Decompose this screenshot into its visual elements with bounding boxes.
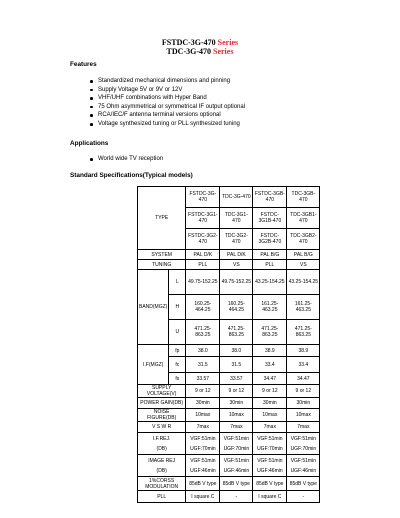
if-rejection-cell (220, 433, 253, 455)
if-sub-label: fc (169, 357, 186, 373)
band-cell: 471.25-863.25 (220, 320, 253, 345)
image-rejection-cell (186, 455, 220, 477)
system-cell: PAL D/K (186, 250, 220, 260)
image-rejection-vgf: VGF:51min (257, 457, 283, 464)
tuning-cell: PLL (253, 260, 287, 270)
features-list (90, 77, 245, 129)
list-item: Standardized mechanical dimensions and pinning (90, 77, 245, 86)
cross-modulation-label: 1%CORSS MODULATION (138, 477, 186, 491)
noise-figure-cell: 10max (186, 409, 220, 422)
image-rejection-vgf: VGF:51min (190, 457, 216, 464)
if-rejection-vgf: VGF:51min (257, 435, 283, 442)
tuning-cell: PLL (186, 260, 220, 270)
if-sub-label: fs (169, 373, 186, 385)
pll-cell: I square C (253, 491, 287, 503)
system-cell: PAL D/K (220, 250, 253, 260)
if-cell: 33.57 (186, 373, 220, 385)
if-rejection-cell (253, 433, 287, 455)
image-rejection-ugf: UGF:46min (257, 467, 283, 474)
if-rejection-label (138, 433, 186, 455)
image-rejection-label-line-2: (DB) (156, 467, 167, 474)
power-gain-label: POWER GAIN(DB) (138, 398, 186, 409)
tuning-row (138, 260, 320, 270)
specifications-table (137, 186, 320, 503)
power-gain-cell: 30min (186, 398, 220, 409)
if-cell: 34.47 (287, 373, 320, 385)
if-cell: 38.9 (287, 345, 320, 357)
if-rejection-label-line-2: (DB) (156, 445, 167, 452)
image-rejection-cell (287, 455, 320, 477)
pll-cell: - (287, 491, 320, 503)
type-row (138, 187, 320, 208)
band-sub-label: L (169, 270, 186, 295)
if-cell: 38.0 (186, 345, 220, 357)
band-cell: 471.25-863.25 (253, 320, 287, 345)
model-cell: FSTDC-3G-470 (186, 187, 220, 208)
pll-label: PLL (138, 491, 186, 503)
supply-row (138, 385, 320, 398)
cross-modulation-cell: 85dB V type (220, 477, 253, 491)
if-row (138, 345, 320, 357)
image-rejection-ugf: UGF:46min (290, 467, 317, 474)
list-item: Voltage synthesized tuning or PLL synthesized tuning (90, 120, 245, 129)
system-label: SYSTEM (138, 250, 186, 260)
if-sub-label: fp (169, 345, 186, 357)
vswr-cell: 7max (220, 422, 253, 433)
if-cell: 31.5 (220, 357, 253, 373)
model-cell: FSTDC-3G1-470 (186, 208, 220, 229)
system-cell: PAL B/G (253, 250, 287, 260)
image-rejection-row (138, 455, 320, 477)
vswr-cell: 7max (253, 422, 287, 433)
title-series-1: Series (217, 38, 239, 47)
band-cell: 161.25-463.25 (253, 295, 287, 320)
supply-cell: 9 or 12 (220, 385, 253, 398)
image-rejection-cell (220, 455, 253, 477)
title-series-2: Series (213, 47, 234, 56)
if-rejection-ugf: UGF:70min (223, 445, 250, 452)
list-item: Supply Voltage 5V or 9V or 12V (90, 86, 245, 95)
if-rejection-vgf: VGF:51min (190, 435, 216, 442)
noise-figure-cell: 10max (287, 409, 320, 422)
tuning-label: TUNING (138, 260, 186, 270)
power-gain-row (138, 398, 320, 409)
features-heading: Features (70, 61, 97, 68)
vswr-row (138, 422, 320, 433)
noise-figure-cell: 10max (220, 409, 253, 422)
applications-heading: Applications (70, 140, 109, 147)
band-sub-label: H (169, 295, 186, 320)
if-cell: 33.4 (287, 357, 320, 373)
model-cell: TDC-3GB-470 (287, 187, 320, 208)
if-cell: 31.5 (186, 357, 220, 373)
if-cell: 34.47 (253, 373, 287, 385)
title-model-2: TDC-3G-470 (166, 47, 211, 56)
if-rejection-ugf: UGF:70min (190, 445, 216, 452)
list-item: World wide TV reception (90, 155, 163, 164)
supply-cell: 9 or 12 (253, 385, 287, 398)
model-cell: TDC-3GB2-470 (287, 229, 320, 250)
system-cell: PAL B/G (287, 250, 320, 260)
band-cell: 471.25-863.25 (186, 320, 220, 345)
title-model-1: FSTDC-3G-470 (161, 38, 216, 47)
if-rejection-vgf: VGF:51min (223, 435, 249, 442)
if-cell: 38.9 (253, 345, 287, 357)
band-cell: 43.25-154.25 (287, 270, 320, 295)
list-item: VHF/UHF combinations with Hyper Band (90, 94, 245, 103)
band-cell: 49.75-152.25 (220, 270, 253, 295)
pll-cell: - (220, 491, 253, 503)
noise-figure-label: NOISE FIGURE(DB) (138, 409, 186, 422)
power-gain-cell: 30min (253, 398, 287, 409)
image-rejection-ugf: UGF:46min (190, 467, 216, 474)
model-cell: TDC-3GB1-470 (287, 208, 320, 229)
model-cell: TDC-3G-470 (220, 187, 253, 208)
power-gain-cell: 30min (287, 398, 320, 409)
specifications-heading: Standard Specifications(Typical models) (70, 172, 193, 179)
if-cell: 33.57 (220, 373, 253, 385)
band-cell: 43.25-154.25 (253, 270, 287, 295)
system-row (138, 250, 320, 260)
power-gain-cell: 30min (220, 398, 253, 409)
if-rejection-cell (287, 433, 320, 455)
model-cell: FSTDC-3G2-470 (186, 229, 220, 250)
cross-modulation-cell: 85dB V type (287, 477, 320, 491)
image-rejection-cell (253, 455, 287, 477)
vswr-label: V S W R (138, 422, 186, 433)
if-label: I.F(MGZ) (138, 345, 169, 385)
if-rejection-cell (186, 433, 220, 455)
image-rejection-vgf: VGF:51min (223, 457, 249, 464)
tuning-cell: VS (220, 260, 253, 270)
band-sub-label: U (169, 320, 186, 345)
band-label: BAND(MGZ) (138, 270, 169, 345)
applications-list (90, 155, 163, 164)
if-rejection-label-line-1: I.F.REJ. (152, 435, 171, 442)
noise-figure-row (138, 409, 320, 422)
supply-cell: 9 or 12 (186, 385, 220, 398)
model-cell: FSTDC-3G2B-470 (253, 229, 287, 250)
cross-modulation-cell: 85dB V type (253, 477, 287, 491)
list-item: 75 Ohm asymmetrical or symmetrical IF output optional (90, 103, 245, 112)
cross-modulation-cell: 85dB V type (186, 477, 220, 491)
band-row (138, 270, 320, 295)
pll-row (138, 491, 320, 503)
model-cell: TDC-3G2-470 (220, 229, 253, 250)
image-rejection-ugf: UGF:46min (223, 467, 250, 474)
band-cell: 49.75-152.25 (186, 270, 220, 295)
vswr-cell: 7max (287, 422, 320, 433)
band-cell: 471.25-863.25 (287, 320, 320, 345)
if-rejection-ugf: UGF:70min (290, 445, 317, 452)
tuning-cell: VS (287, 260, 320, 270)
list-item: RCA/IEC/F antenna terminal versions optional (90, 111, 245, 120)
if-rejection-ugf: UGF:70min (257, 445, 283, 452)
image-rejection-label (138, 455, 186, 477)
model-cell: FSTDC-3GB-470 (253, 187, 287, 208)
noise-figure-cell: 10max (253, 409, 287, 422)
band-cell: 160.25-464.25 (186, 295, 220, 320)
if-rejection-row (138, 433, 320, 455)
image-rejection-label-line-1: IMAGE REJ (148, 457, 176, 464)
cross-modulation-row (138, 477, 320, 491)
if-cell: 38.0 (220, 345, 253, 357)
if-cell: 33.4 (253, 357, 287, 373)
supply-label: SUPPLY VOLTAGE(V) (138, 385, 186, 398)
band-cell: 160.25-464.25 (220, 295, 253, 320)
product-title-line-2 (0, 47, 400, 57)
if-rejection-vgf: VGF:51min (290, 435, 316, 442)
image-rejection-vgf: VGF:51min (290, 457, 316, 464)
vswr-cell: 7max (186, 422, 220, 433)
type-label: TYPE (138, 187, 186, 250)
pll-cell: I square C (186, 491, 220, 503)
band-cell: 161.25-463.25 (287, 295, 320, 320)
model-cell: TDC-3G1-470 (220, 208, 253, 229)
supply-cell: 9 or 12 (287, 385, 320, 398)
model-cell: FSTDC-3G1B-470 (253, 208, 287, 229)
